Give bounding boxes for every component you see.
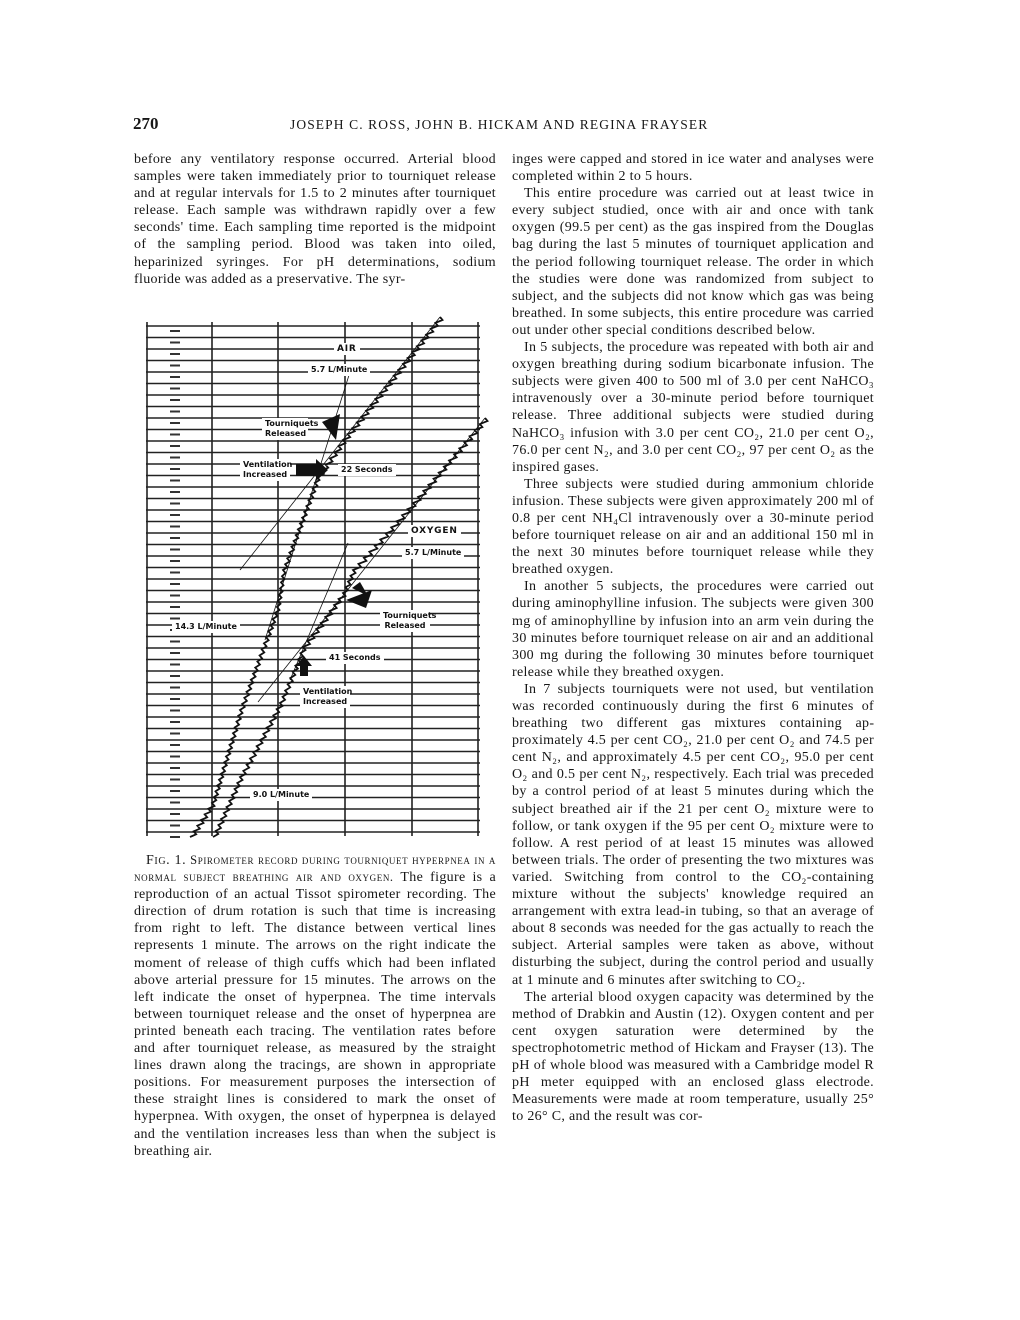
oxygen-ventilation-increased: Ventilation Increased — [300, 686, 350, 708]
oxygen-tourniquet-arrow-head-icon — [346, 590, 372, 608]
row-tick-mark — [170, 434, 180, 436]
row-tick-mark — [170, 583, 180, 585]
figure-label: Fig. 1. — [146, 853, 187, 868]
paragraph: The arterial blood oxygen capacity was determined by the method of Drabkin and Austin (12). Oxygen content and per cent oxygen saturation were determined by the spectrophotometric method of Hickam and Frayser (13). The pH of whole blood was measured with a Cambridge model R pH meter equipped with an enclosed glass electrode. Measurements were made at room temperature, usually 25° to 26° C, and the result was cor- — [512, 989, 874, 1125]
row-tick-mark — [170, 353, 180, 355]
row-tick-mark — [170, 468, 180, 470]
air-tourniquets-released: Tourniquets Released — [262, 418, 308, 440]
row-tick-mark — [170, 606, 180, 608]
paragraph: before any ventilatory response occurred. Arterial blood samples were taken immediately prior to tourniquet release and at regular intervals for 1.5 to 2 minutes after tourniquet release. Each sample was withdrawn rapidly over a few seconds' time. Each sampling time reported is the midpoint of the sampling period. Blood was taken into oiled, heparinized syringes. For pH determinations, sodium fluoride was added as a preservative. The syr- — [134, 152, 496, 287]
row-tick-mark — [170, 549, 180, 551]
row-tick-mark — [170, 744, 180, 746]
row-tick-mark — [170, 767, 180, 769]
row-tick-mark — [170, 491, 180, 493]
row-tick-mark — [170, 802, 180, 804]
row-tick-mark — [170, 480, 180, 482]
oxygen-tourniquets-released: Tourniquets Released — [380, 610, 430, 632]
row-tick-mark — [170, 652, 180, 654]
air-rate-after: 14.3 L/Minute — [172, 621, 240, 633]
air-rate-before: 5.7 L/Minute — [308, 364, 370, 376]
spirometer-tracing — [140, 305, 490, 845]
row-tick-mark — [170, 733, 180, 735]
left-column — [134, 151, 496, 288]
row-tick-mark — [170, 445, 180, 447]
running-title: JOSEPH C. ROSS, JOHN B. HICKAM AND REGINA FRAYSER — [290, 117, 709, 132]
air-ventilation-increased: Ventilation Increased — [240, 459, 290, 481]
page-number: 270 — [133, 114, 159, 133]
row-tick-mark — [170, 526, 180, 528]
row-tick-mark — [170, 514, 180, 516]
oxygen-label: OXYGEN — [408, 525, 461, 537]
figure-caption — [134, 852, 496, 1160]
paragraph: In another 5 subjects, the procedures were carried out during aminophylline infusion. The subjects were given 300 mg of aminophylline by infusion into an arm vein during the 30 minutes before tourniquet release on air and an additional 300 mg during the following 30 minutes before tourniquet release while they breathed oxygen. — [512, 579, 874, 680]
paragraph: In 5 subjects, the procedure was repeated with both air and oxygen breathing during sodium bicarbonate infusion. The subjects were given 400 to 500 ml of 3.0 per cent NaHCO₃ intravenously over a 30-minute period before tourniquet release. Three additional subjects were studied during NaHCO₃ infusion with 3.0 per cent CO₂, 21.0 per cent O₂, 76.0 per cent N₂, and 3.0 per cent CO₂, 97 per cent O₂ as the inspired gases. — [512, 340, 874, 475]
row-tick-mark — [170, 388, 180, 390]
row-tick-mark — [170, 698, 180, 700]
row-tick-mark — [170, 365, 180, 367]
figure-title: Spirometer record during tourniquet hyperpnea in a normal subject breathing air and oxygen. — [134, 853, 497, 885]
row-tick-mark — [170, 595, 180, 597]
oxygen-rate-after: 9.0 L/Minute — [250, 789, 312, 801]
row-tick-mark — [170, 422, 180, 424]
paragraph: Three subjects were studied during ammonium chloride infusion. These subjects were given approximately 200 ml of 0.8 per cent NH₄Cl intravenously over a 30-minute period before tourniquet release on air and an additional 150 ml in the next 30 minutes before tourniquet release while they breathed oxygen. — [512, 476, 874, 578]
air-interval: 22 Seconds — [338, 464, 396, 476]
oxygen-rate-before: 5.7 L/Minute — [402, 547, 464, 559]
row-tick-mark — [170, 721, 180, 723]
row-tick-mark — [170, 411, 180, 413]
paragraph: In 7 subjects tourniquets were not used, but ventilation was recorded continuously during the first 6 minutes of breathing two different gas mixtures containing approximately 4.5 per cent CO₂, 21.0 per cent O₂ and 74.5 per cent N₂, and approximately 4.5 per cent CO₂, 95.0 per cent O₂ and 0.5 per cent N₂, respectively. Each trial was preceded by a control period of at least 5 minutes during which the subject breathed air if the 21 per cent O₂ mixture were to follow, or tank oxygen if the 95 per cent O₂ mixture were to follow. A rest period of at least 15 minutes was allowed between trials. The order of presenting the two mixtures was varied. Switching from control to the CO₂-containing mixture without the subjects' knowledge required an arrangement with extra lead-in tubing, so that an average of about 8 seconds was needed for the gas actually to reach the subject. Arterial samples were taken as above, without disturbing the subject, during the control period and usually at 1 minute and 6 minutes after switching to CO₂. — [512, 681, 874, 988]
paragraph: inges were capped and stored in ice water and analyses were completed within 2 to 5 hours. — [512, 152, 874, 185]
row-tick-mark — [170, 342, 180, 344]
air-label: AIR — [334, 343, 360, 355]
row-tick-mark — [170, 537, 180, 539]
row-tick-mark — [170, 687, 180, 689]
row-tick-mark — [170, 664, 180, 666]
row-tick-mark — [170, 756, 180, 758]
row-tick-mark — [170, 836, 180, 838]
row-tick-mark — [170, 675, 180, 677]
spirometer-figure — [140, 305, 490, 845]
oxygen-interval: 41 Seconds — [326, 652, 384, 664]
air-ventilation-arrow-icon — [296, 459, 328, 481]
row-tick-mark — [170, 503, 180, 505]
paragraph: This entire procedure was carried out at least twice in every subject studied, once with air and once with tank oxygen (99.5 per cent) as the gas inspired from the Douglas bag during the last 5 minutes of tourniquet application and the period following tourniquet release. The order in which the studies were done was randomized from subject to subject, and the subjects did not know which gas was being breathed. In some subjects, this entire procedure was carried out under other special conditions described below. — [512, 186, 874, 338]
row-tick-mark — [170, 790, 180, 792]
right-column — [512, 151, 874, 1125]
row-tick-mark — [170, 376, 180, 378]
row-tick-mark — [170, 618, 180, 620]
row-tick-mark — [170, 641, 180, 643]
row-tick-mark — [170, 779, 180, 781]
row-tick-mark — [170, 560, 180, 562]
caption-body: The figure is a reproduction of an actual Tissot spirometer recording. The direction of drum rotation is such that time is increasing from right to left. The distance between vertical lines represents 1 minute. The arrows on the right indicate the moment of release of thigh cuffs which had been inflated above arterial pressure for 15 minutes. The arrows on the left indicate the onset of hyperpnea. The time intervals between tourniquet release and the onset of hyperpnea are printed beneath each tracing. The ventilation rates before and after tourniquet release, as measured by the straight lines drawn along the tracings, are shown in appropriate positions. For measurement purposes the intersection of these straight lines is considered to mark the onset of hyperpnea. With oxygen, the onset of hyperpnea is delayed and the ventilation increases less than when the subject is breathing air. — [134, 870, 496, 1159]
row-tick-mark — [170, 330, 180, 332]
row-tick-mark — [170, 457, 180, 459]
row-tick-mark — [170, 399, 180, 401]
row-tick-mark — [170, 825, 180, 827]
row-tick-mark — [170, 572, 180, 574]
row-tick-mark — [170, 813, 180, 815]
row-tick-mark — [170, 710, 180, 712]
